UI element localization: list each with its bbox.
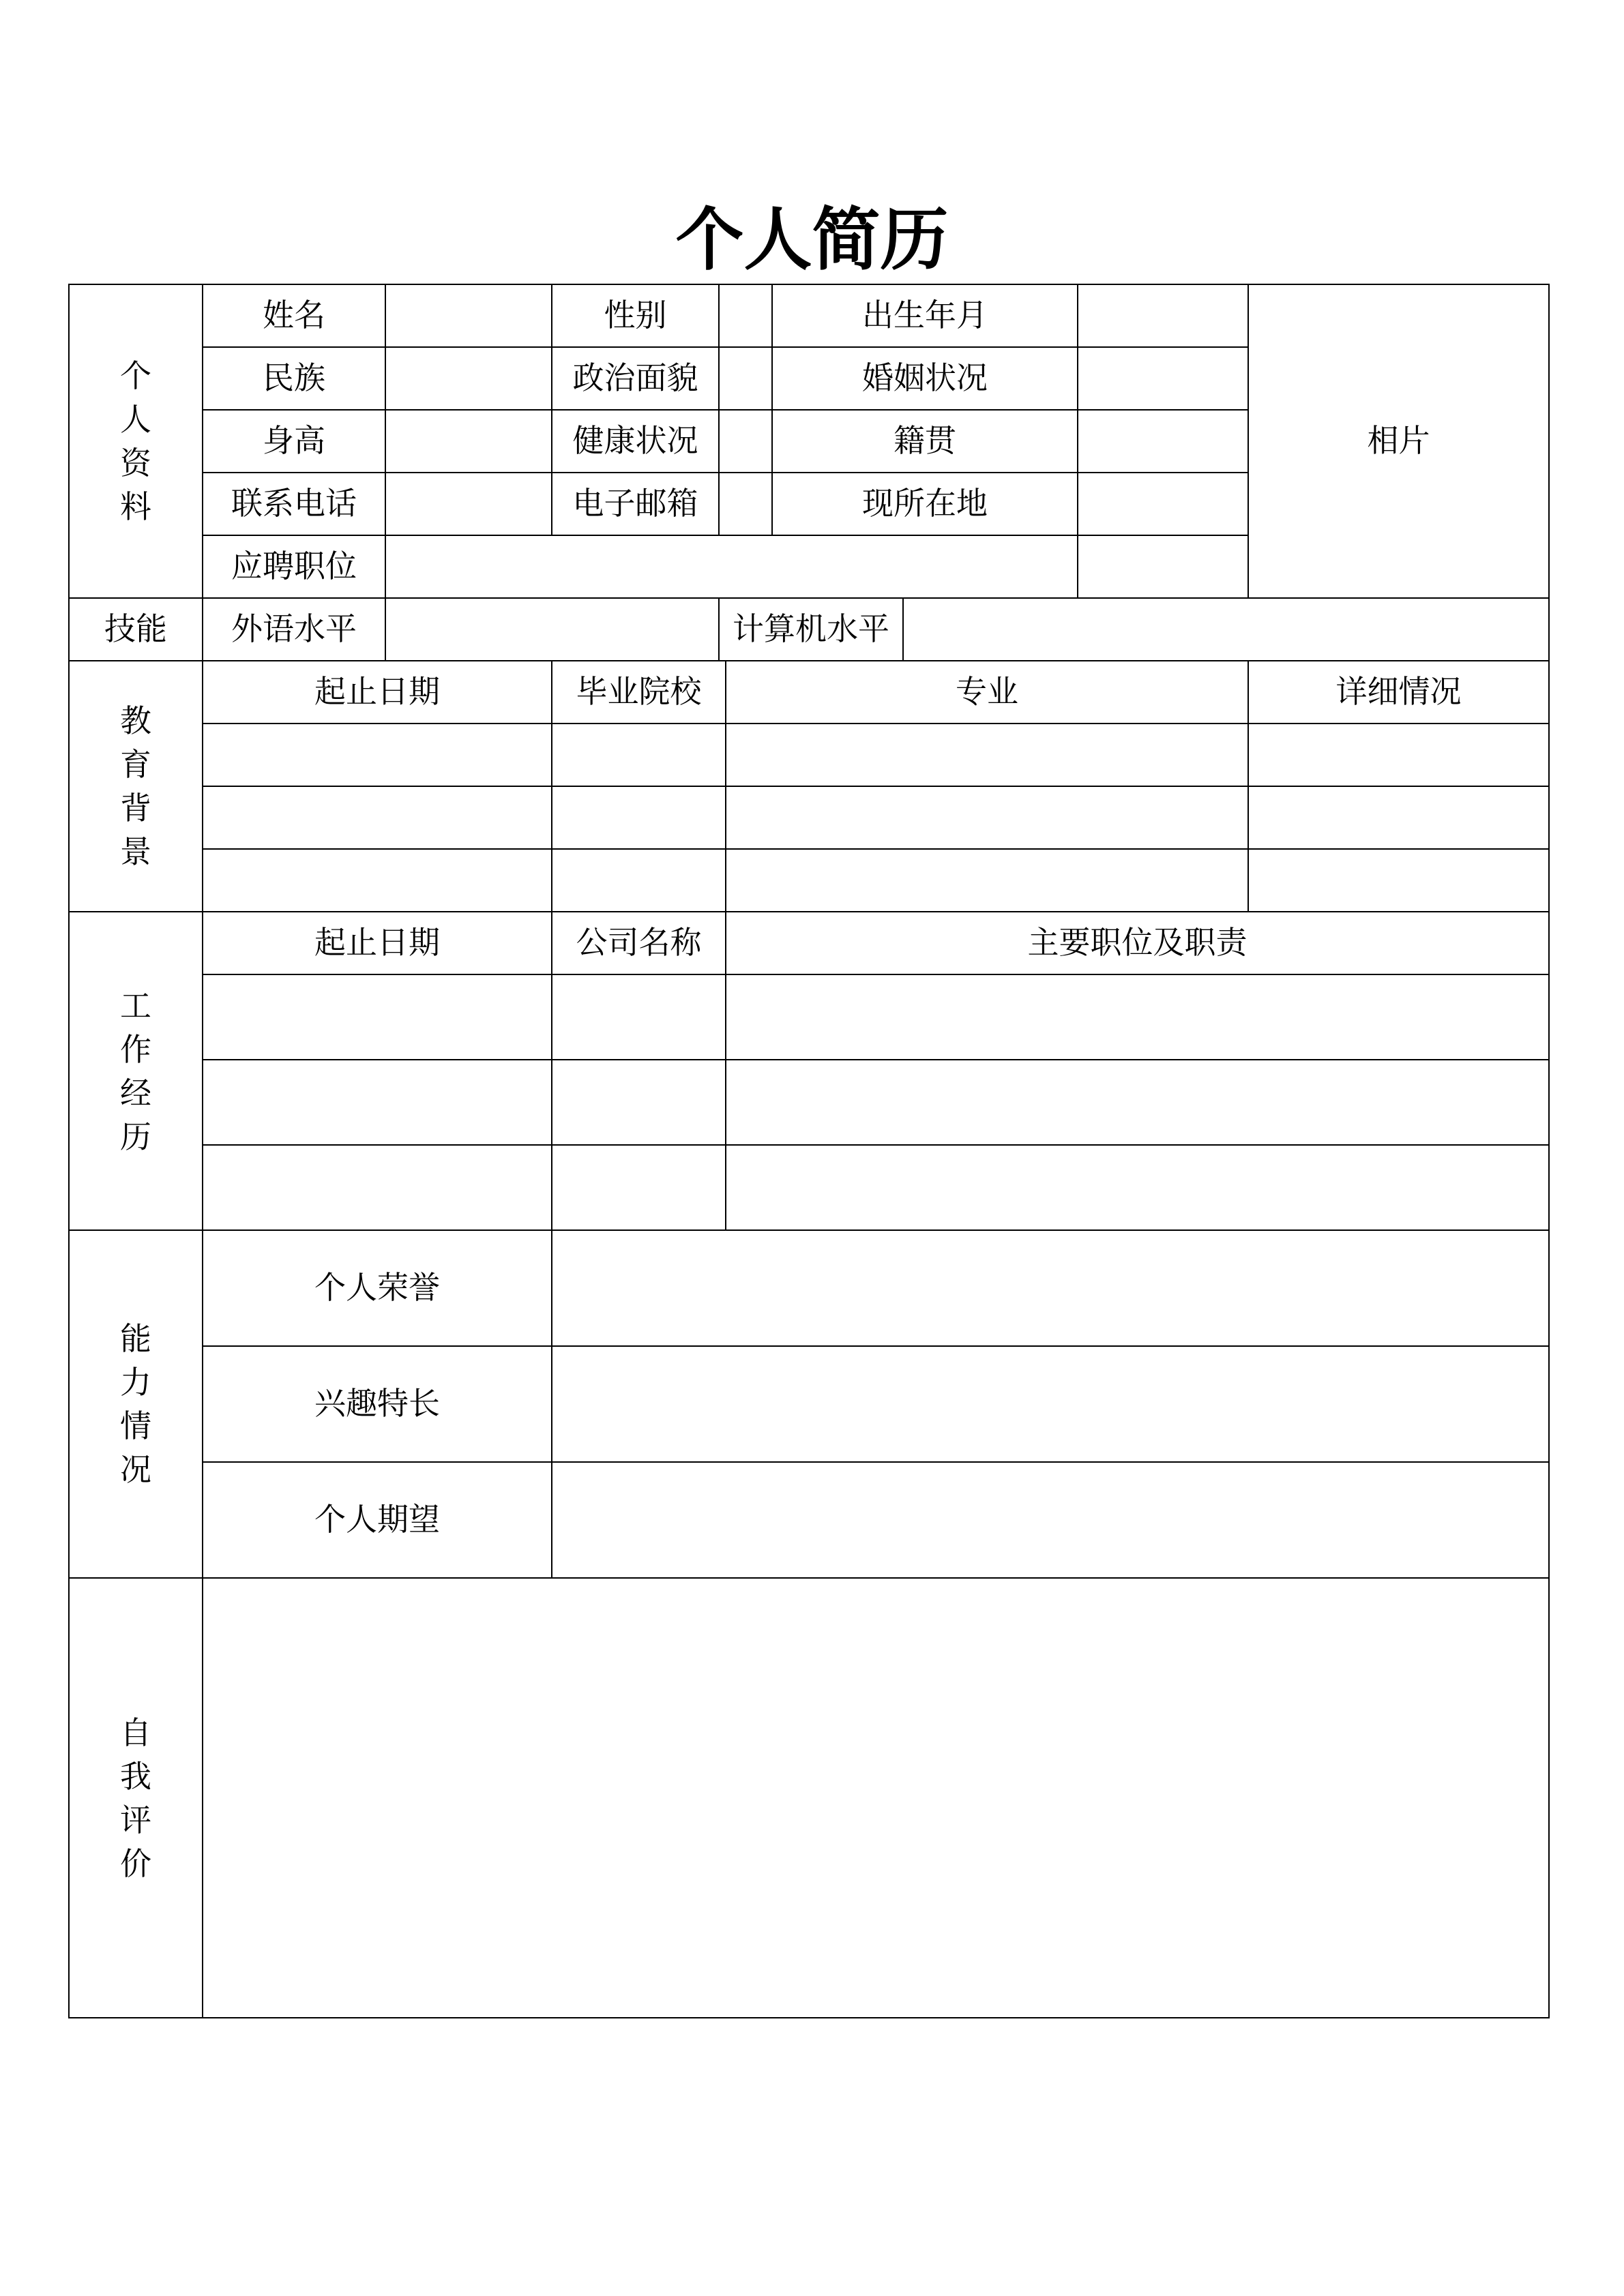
work-dates-cell[interactable] (203, 1060, 552, 1145)
interests-label: 兴趣特长 (203, 1346, 552, 1462)
political-field[interactable] (719, 347, 772, 410)
edu-header-school: 毕业院校 (552, 661, 726, 724)
skills-row (69, 598, 1549, 661)
phone-label: 联系电话 (203, 473, 385, 535)
honors-field[interactable] (552, 1230, 1549, 1346)
work-duties-cell[interactable] (726, 974, 1549, 1060)
education-header-row (69, 661, 1549, 724)
education-row (69, 724, 1549, 786)
expectation-label: 个人期望 (203, 1462, 552, 1578)
native-field[interactable] (1078, 410, 1248, 473)
education-section-label: 教育背景 (69, 661, 203, 912)
work-header-dates: 起止日期 (203, 912, 552, 974)
work-company-cell[interactable] (552, 974, 726, 1060)
photo-cell[interactable]: 相片 (1248, 284, 1549, 598)
page-title: 个人简历 (675, 199, 949, 280)
email-label: 电子邮箱 (552, 473, 719, 535)
interests-field[interactable] (552, 1346, 1549, 1462)
height-field[interactable] (385, 410, 552, 473)
health-field[interactable] (719, 410, 772, 473)
self-eval-field[interactable] (203, 1578, 1549, 2018)
edu-header-details: 详细情况 (1248, 661, 1549, 724)
language-field[interactable] (385, 598, 719, 661)
gender-label: 性别 (552, 284, 719, 347)
education-row (69, 786, 1549, 849)
ability-row-expectation (69, 1462, 1549, 1578)
email-field[interactable] (719, 473, 772, 535)
ability-row-interests (69, 1346, 1549, 1462)
skills-section-label: 技能 (69, 598, 203, 661)
education-row (69, 849, 1549, 912)
edu-details-cell[interactable] (1248, 724, 1549, 786)
ability-row-honors (69, 1230, 1549, 1346)
name-label: 姓名 (203, 284, 385, 347)
honors-label: 个人荣誉 (203, 1230, 552, 1346)
edu-major-cell[interactable] (726, 724, 1248, 786)
gender-field[interactable] (719, 284, 772, 347)
edu-school-cell[interactable] (552, 786, 726, 849)
edu-dates-cell[interactable] (203, 786, 552, 849)
ethnicity-field[interactable] (385, 347, 552, 410)
work-row (69, 1145, 1549, 1230)
height-label: 身高 (203, 410, 385, 473)
language-label: 外语水平 (203, 598, 385, 661)
computer-field[interactable] (903, 598, 1549, 661)
marital-label: 婚姻状况 (772, 347, 1078, 410)
edu-dates-cell[interactable] (203, 724, 552, 786)
work-dates-cell[interactable] (203, 974, 552, 1060)
birth-field[interactable] (1078, 284, 1248, 347)
work-duties-cell[interactable] (726, 1145, 1549, 1230)
work-row (69, 974, 1549, 1060)
computer-label: 计算机水平 (719, 598, 903, 661)
expectation-field[interactable] (552, 1462, 1549, 1578)
health-label: 健康状况 (552, 410, 719, 473)
name-field[interactable] (385, 284, 552, 347)
phone-field[interactable] (385, 473, 552, 535)
edu-school-cell[interactable] (552, 849, 726, 912)
personal-section-label: 个人资料 (69, 284, 203, 598)
edu-major-cell[interactable] (726, 786, 1248, 849)
ethnicity-label: 民族 (203, 347, 385, 410)
work-duties-cell[interactable] (726, 1060, 1549, 1145)
marital-field[interactable] (1078, 347, 1248, 410)
work-header-duties: 主要职位及职责 (726, 912, 1549, 974)
location-field[interactable] (1078, 473, 1248, 535)
edu-details-cell[interactable] (1248, 786, 1549, 849)
personal-row-1 (69, 284, 1549, 347)
ability-section-label: 能力情况 (69, 1230, 203, 1578)
native-label: 籍贯 (772, 410, 1078, 473)
edu-dates-cell[interactable] (203, 849, 552, 912)
edu-school-cell[interactable] (552, 724, 726, 786)
work-header-company: 公司名称 (552, 912, 726, 974)
work-row (69, 1060, 1549, 1145)
edu-details-cell[interactable] (1248, 849, 1549, 912)
edu-major-cell[interactable] (726, 849, 1248, 912)
edu-header-major: 专业 (726, 661, 1248, 724)
work-dates-cell[interactable] (203, 1145, 552, 1230)
self-eval-section-label: 自我评价 (69, 1578, 203, 2018)
work-section-label: 工作经历 (69, 912, 203, 1230)
work-company-cell[interactable] (552, 1145, 726, 1230)
position-label: 应聘职位 (203, 535, 385, 598)
position-field[interactable] (385, 535, 1078, 598)
work-header-row (69, 912, 1549, 974)
political-label: 政治面貌 (552, 347, 719, 410)
edu-header-dates: 起止日期 (203, 661, 552, 724)
location-label: 现所在地 (772, 473, 1078, 535)
birth-label: 出生年月 (772, 284, 1078, 347)
self-eval-row (69, 1578, 1549, 2018)
work-company-cell[interactable] (552, 1060, 726, 1145)
resume-table (68, 284, 1550, 2018)
